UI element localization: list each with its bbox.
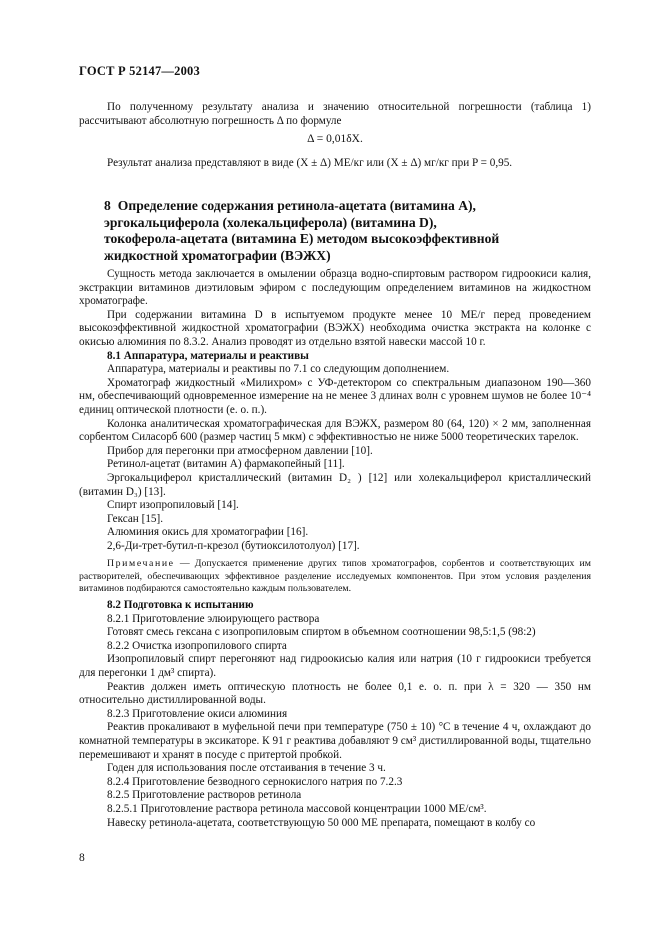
s82-line: Реактив должен иметь оптическую плотность не более 0,1 е. о. п. при λ = 320 — 350 нм относительно дистиллированной воды. bbox=[79, 680, 591, 707]
s81-line: Гексан [15]. bbox=[107, 512, 164, 525]
formula: Δ = 0,01δX. bbox=[307, 133, 363, 146]
s82-line: Навеску ретинола-ацетата, соответствующую 50 000 МЕ препарата, помещают в колбу со bbox=[107, 816, 536, 829]
s82-line: 8.2.5.1 Приготовление раствора ретинола массовой концентрации 1000 МЕ/см³. bbox=[107, 802, 487, 815]
section-8-body bbox=[79, 268, 591, 830]
subsection-8-1-title: 8.1 Аппаратура, материалы и реактивы bbox=[107, 349, 309, 362]
s81-line: 2,6-Ди-трет-бутил-п-крезол (бутиоксилотолуол) [17]. bbox=[107, 539, 360, 552]
section-number: 8 bbox=[104, 198, 111, 213]
s81-line: Хроматограф жидкостный «Милихром» с УФ-детектором со спектральным диапазоном 190—360 нм, обеспечивающий одновременное измерение на не менее 3 длинах волн с уровнем шумов не более 10⁻⁴ единиц оптической плотности (е. о. п.). bbox=[79, 376, 591, 416]
s82-line: 8.2.2 Очистка изопропилового спирта bbox=[107, 639, 287, 652]
s82-line: 8.2.4 Приготовление безводного сернокислого натрия по 7.2.3 bbox=[107, 775, 403, 788]
s81-line: Ретинол-ацетат (витамин А) фармакопейный [11]. bbox=[107, 458, 345, 471]
s82-line: 8.2.1 Приготовление элюирующего раствора bbox=[107, 612, 320, 625]
s81-line: Эргокальциферол кристаллический (витамин D₂ ) [12] или холекальциферол кристаллический (витамин D₃) [13]. bbox=[79, 471, 591, 498]
section-8-heading bbox=[104, 198, 574, 264]
s82-line: Изопропиловый спирт перегоняют над гидроокисью калия или натрия (10 г гидроокиси требуется для перегонки 1 дм³ спирта). bbox=[79, 653, 591, 680]
heading-line-2: эргокальциферола (холекальциферола) (витамина D), bbox=[104, 214, 437, 230]
intro-paragraph-2: Результат анализа представляют в виде (X ± Δ) МЕ/кг или (X ± Δ) мг/кг при P = 0,95. bbox=[107, 156, 513, 169]
note-label: Примечание bbox=[107, 558, 175, 570]
intro-paragraph-1: По полученному результату анализа и значению относительной погрешности (таблица 1) рассчитывают абсолютную погрешность Δ по формуле bbox=[79, 101, 591, 127]
s82-line: 8.2.5 Приготовление растворов ретинола bbox=[107, 789, 302, 802]
s81-line: Спирт изопропиловый [14]. bbox=[107, 499, 239, 512]
s81-line: Колонка аналитическая хроматографическая для ВЭЖХ, размером 80 (64, 120) × 2 мм, заполненная сорбентом Силасорб 600 (размер частиц 5 мкм) с эффективностью не ниже 5000 теоретических тарелок. bbox=[79, 417, 591, 444]
method-essence-paragraph: Сущность метода заключается в омылении образца водно-спиртовым раствором гидроокиси калия, экстракции витаминов диэтиловым эфиром с последующим определением витаминов на жидкостном хроматографе. bbox=[79, 268, 591, 308]
s82-line: Годен для использования после отстаивания в течение 3 ч. bbox=[107, 762, 386, 775]
intro-block bbox=[79, 101, 591, 170]
note-block bbox=[79, 558, 591, 595]
heading-line-4: жидкостной хроматографии (ВЭЖХ) bbox=[104, 247, 331, 263]
heading-line-3: токоферола-ацетата (витамина Е) методом высокоэффективной bbox=[104, 231, 500, 246]
note-text: — Допускается применение других типов хроматографов, сорбентов и соответствующих им растворителей, обеспечивающих эффективное разделение исследуемых компонентов. При этом условия разделения витаминов подбираются самостоятельно каждым пользователем. bbox=[79, 558, 591, 594]
vitamin-d-paragraph: При содержании витамина D в испытуемом продукте менее 10 МЕ/г перед проведением высокоэффективной жидкостной хроматографии (ВЭЖХ) необходима очистка экстракта на колонке с окисью алюминия по 8.3.2. Анализ проводят из отдельно взятой навески массой 10 г. bbox=[79, 308, 591, 348]
s82-line: Реактив прокаливают в муфельной печи при температуре (750 ± 10) °С в течение 4 ч, охлаждают до комнатной температуры в эксикаторе. К 91 г реактива добавляют 9 см³ дистиллированной воды, тщательно перемешивают и хранят в посуде с притертой пробкой. bbox=[79, 721, 591, 761]
s82-line: 8.2.3 Приготовление окиси алюминия bbox=[107, 707, 288, 720]
heading-line-1: Определение содержания ретинола-ацетата (витамина А), bbox=[117, 198, 476, 213]
subsection-8-2-title: 8.2 Подготовка к испытанию bbox=[107, 599, 254, 612]
s81-line: Алюминия окись для хроматографии [16]. bbox=[107, 526, 309, 539]
s81-line: Аппаратура, материалы и реактивы по 7.1 со следующим дополнением. bbox=[107, 363, 450, 376]
standard-header: ГОСТ Р 52147—2003 bbox=[79, 64, 200, 78]
s81-line: Прибор для перегонки при атмосферном давлении [10]. bbox=[107, 444, 373, 457]
s82-line: Готовят смесь гексана с изопропиловым спиртом в объемном соотношении 98,5:1,5 (98:2) bbox=[107, 626, 536, 639]
page-number: 8 bbox=[79, 852, 85, 864]
